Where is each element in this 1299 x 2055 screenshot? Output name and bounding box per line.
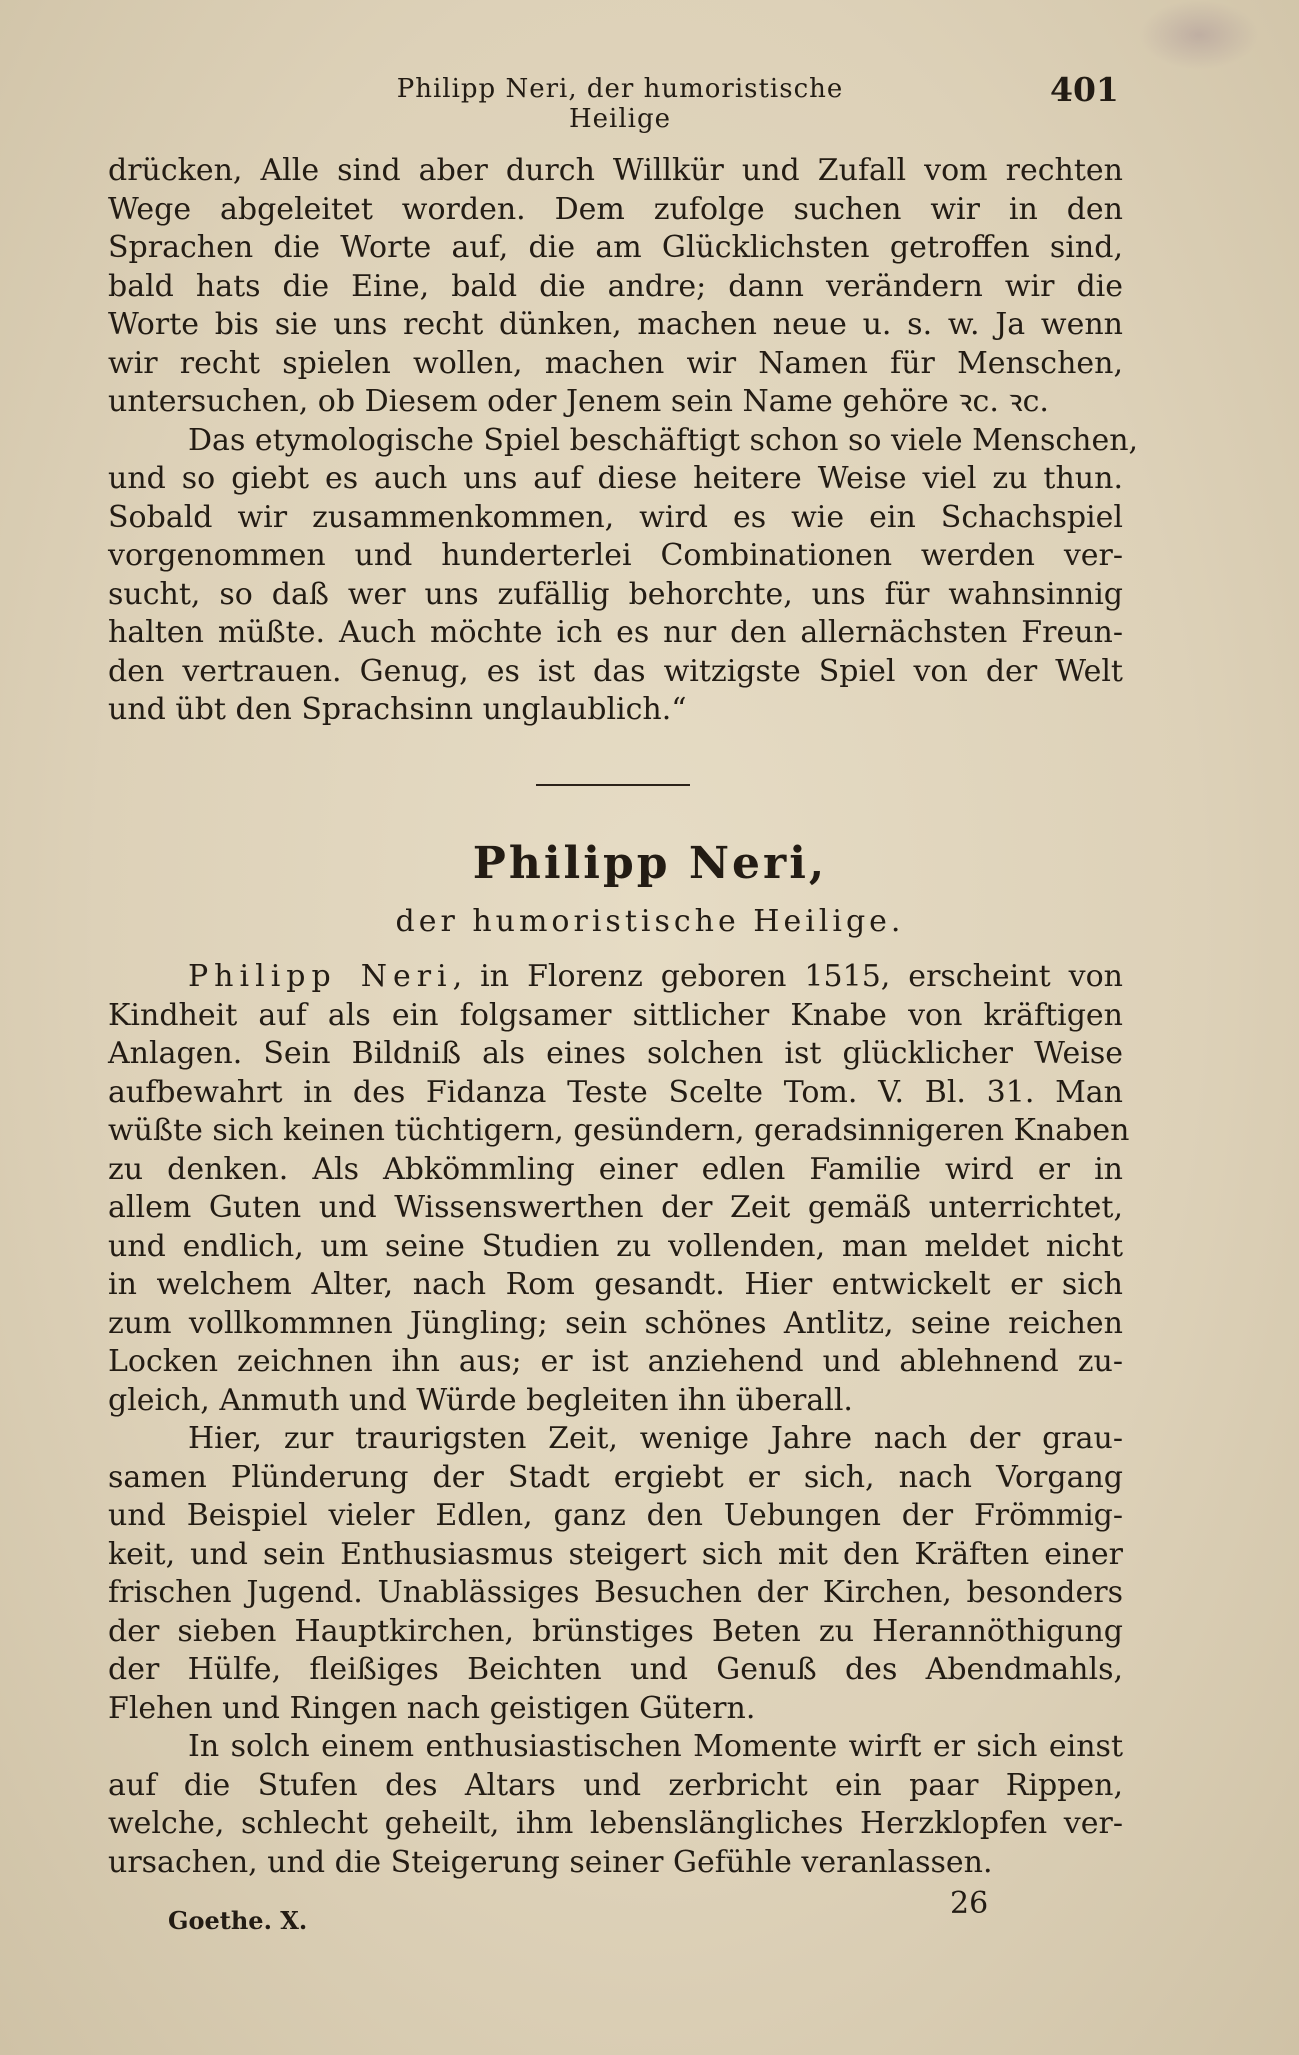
page-number: 401 xyxy=(1050,70,1119,109)
text-line: Wege abgeleitet worden. Dem zufolge suchen wir in den xyxy=(108,191,1123,227)
text-line: sucht, so daß wer uns zufällig behorchte, uns für wahnsinnig xyxy=(108,576,1123,612)
text-line: Sprachen die Worte auf, die am Glücklichsten getroffen sind, xyxy=(108,230,1123,265)
text-line: In solch einem enthusiastischen Momente wirft er sich einst xyxy=(188,1729,1123,1764)
text-line: auf die Stufen des Altars und zerbricht ein paar Rippen, xyxy=(108,1767,1123,1803)
text-line: drücken, Alle sind aber durch Willkür und Zufall vom rechten xyxy=(108,153,1123,188)
text-line xyxy=(108,958,1123,997)
text-line: der sieben Hauptkirchen, brünstiges Beten zu Herannöthigung xyxy=(108,1613,1123,1649)
text-line: und Beispiel vieler Edlen, ganz den Uebungen der Frömmig- xyxy=(108,1498,1123,1533)
text-line: aufbewahrt in des Fidanza Teste Scelte Tom. V. Bl. 31. Man xyxy=(108,1074,1123,1110)
section-divider xyxy=(536,784,690,786)
text-line: den vertrauen. Genug, es ist das witzigste Spiel von der Welt xyxy=(108,653,1123,689)
text-line: und übt den Sprachsinn unglaublich.“ xyxy=(108,692,687,727)
paragraph-block-1 xyxy=(108,152,1139,730)
text-line: wir recht spielen wollen, machen wir Namen für Menschen, xyxy=(108,345,1123,381)
text-line: wüßte sich keinen tüchtigern, gesündern, geradsinnigeren Knaben xyxy=(108,1113,1130,1148)
text-line: vorgenommen und hunderterlei Combinationen werden ver- xyxy=(108,538,1123,573)
text-line: in welchem Alter, nach Rom gesandt. Hier entwickelt er sich xyxy=(108,1267,1123,1302)
text-line: halten müßte. Auch möchte ich es nur den allernächsten Freun- xyxy=(108,615,1123,650)
text-line: Anlagen. Sein Bildniß als eines solchen ist glücklicher Weise xyxy=(108,1036,1123,1071)
text-line: der Hülfe, fleißiges Beichten und Genuß des Abendmahls, xyxy=(108,1652,1123,1687)
text-line-rest: , in Florenz geboren 1515, erscheint von xyxy=(452,959,1123,994)
text-line: und so giebt es auch uns auf diese heitere Weise viel zu thun. xyxy=(108,461,1123,496)
text-line: untersuchen, ob Diesem oder Jenem sein Name gehöre ꝛc. ꝛc. xyxy=(108,384,1049,419)
text-line: frischen Jugend. Unablässiges Besuchen der Kirchen, besonders xyxy=(108,1575,1123,1610)
text-line: allem Guten und Wissenswerthen der Zeit gemäß unterrichtet, xyxy=(108,1190,1123,1225)
person-name: Philipp Neri xyxy=(188,959,453,994)
paper-stain xyxy=(1139,0,1259,70)
text-line: und endlich, um seine Studien zu vollenden, man meldet nicht xyxy=(108,1228,1123,1264)
text-line: samen Plünderung der Stadt ergiebt er sich, nach Vorgang xyxy=(108,1459,1123,1495)
text-line: gleich, Anmuth und Würde begleiten ihn überall. xyxy=(108,1382,853,1418)
text-line: zu denken. Als Abkömmling einer edlen Familie wird er in xyxy=(108,1151,1123,1187)
text-line: bald hats die Eine, bald die andre; dann verändern wir die xyxy=(108,268,1123,304)
text-line: welche, schlecht geheilt, ihm lebenslängliches Herzklopfen ver- xyxy=(108,1806,1123,1841)
text-line: keit, und sein Enthusiasmus steigert sich mit den Kräften einer xyxy=(108,1536,1123,1572)
text-line: Das etymologische Spiel beschäftigt schon so viele Menschen, xyxy=(188,422,1139,458)
text-line: ursachen, und die Steigerung seiner Gefühle veranlassen. xyxy=(108,1844,993,1880)
text-line: Locken zeichnen ihn aus; er ist anziehend und ablehnend zu- xyxy=(108,1344,1123,1379)
chapter-title: Philipp Neri, xyxy=(472,838,828,889)
running-head: Philipp Neri, der humoristische Heilige xyxy=(396,74,844,134)
text-line: Worte bis sie uns recht dünken, machen neue u. s. w. Ja wenn xyxy=(108,307,1123,342)
text-line: Kindheit auf als ein folgsamer sittlicher Knabe von kräftigen xyxy=(108,997,1123,1033)
text-line: Sobald wir zusammenkommen, wird es wie ein Schachspiel xyxy=(108,499,1123,535)
text-line: zum vollkommnen Jüngling; sein schönes Antlitz, seine reichen xyxy=(108,1305,1123,1341)
text-line: Hier, zur traurigsten Zeit, wenige Jahre nach der grau- xyxy=(188,1421,1123,1456)
footer-sheet-number: 26 xyxy=(950,1886,989,1921)
footer-signature: Goethe. X. xyxy=(168,1906,308,1935)
text-line: Flehen und Ringen nach geistigen Gütern. xyxy=(108,1690,756,1726)
paragraph-block-2 xyxy=(108,958,1130,1882)
chapter-subtitle: der humoristische Heilige. xyxy=(395,904,905,939)
